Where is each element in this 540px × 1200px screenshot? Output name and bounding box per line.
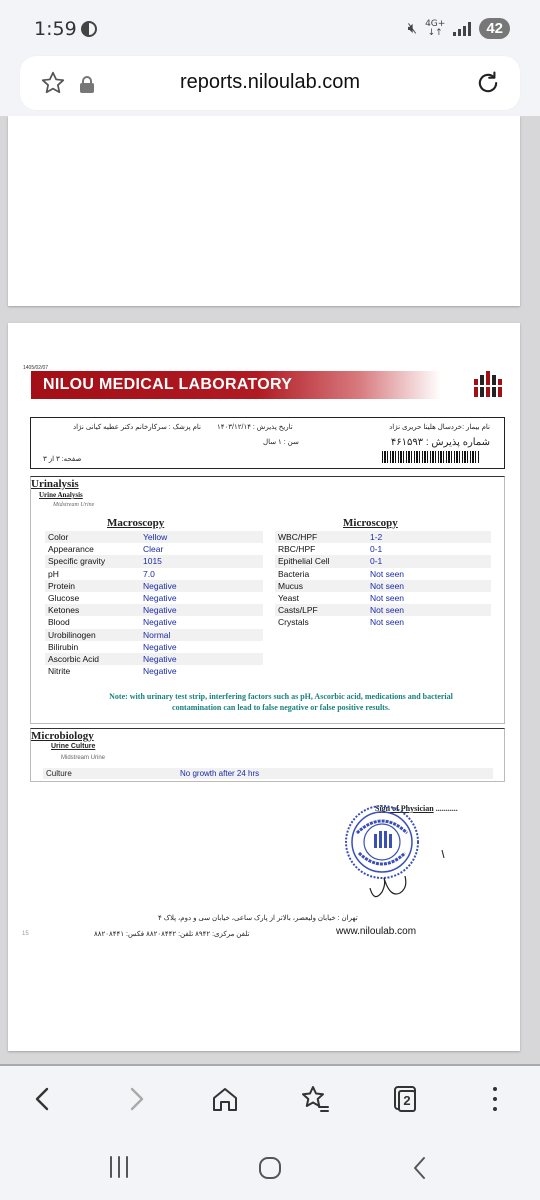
table-row: WBC/HPF 1-2 [275, 531, 491, 543]
table-row: RBC/HPF 0-1 [278, 544, 383, 555]
lab-phones: تلفن مرکزی: ۸۹۴۲ تلفن: ۸۸۲۰۸۴۴۲ فکس: ۸۸۲۰۸۴۴۱ [94, 931, 250, 938]
culture-label: Culture [46, 769, 72, 778]
barcode [382, 451, 480, 463]
forward-button[interactable] [119, 1082, 153, 1116]
home-button[interactable] [208, 1082, 242, 1116]
doctor-name: نام پزشک : سرکارخانم دکتر عطیه کیانی نژاد [73, 424, 201, 431]
page-footer-number: 15 [22, 931, 29, 937]
network-type: 4G+ ↓↑ [425, 18, 446, 38]
page-number: صفحه: ۳ از ۳ [43, 456, 82, 463]
table-row: Blood Negative [48, 617, 177, 628]
tab-count: 2 [398, 1090, 416, 1112]
table-row: Protein Negative [45, 580, 263, 592]
table-row: Nitrite Negative [48, 666, 177, 677]
table-row: Bilirubin Negative [48, 641, 177, 652]
recent-apps-button[interactable] [104, 1154, 134, 1180]
urinalysis-note: Note: with urinary test strip, interfering factors such as pH, Ascorbic acid, medications and bacterial contamination can lead to false negative or false positive results. [109, 692, 453, 712]
patient-name: نام بیمار :خردسال هلینا حریری نژاد [389, 424, 490, 431]
microbiology-title: Microbiology [31, 730, 94, 742]
table-row: Casts/LPF Not seen [275, 604, 491, 616]
physician-signature [360, 848, 450, 908]
table-row: Urobilinogen Normal [45, 629, 263, 641]
report-date: 1405/02/07 [23, 365, 49, 371]
lab-logo-icon [472, 371, 504, 397]
table-row: Color Yellow [45, 531, 263, 543]
report-page [8, 323, 520, 1051]
culture-row [43, 768, 493, 779]
data-saver-icon [81, 21, 97, 37]
reload-icon[interactable] [474, 69, 502, 97]
battery-badge: 42 [479, 18, 510, 39]
table-row: Specific gravity 1015 [45, 555, 263, 567]
microscopy-heading: Microscopy [343, 517, 398, 529]
table-row: Epithelial Cell 0-1 [275, 555, 491, 567]
document-viewer[interactable] [0, 116, 540, 1066]
address-bar[interactable] [20, 56, 520, 110]
back-button[interactable] [26, 1082, 60, 1116]
table-row: Ketones Negative [45, 604, 263, 616]
admission-date: تاریخ پذیرش : ۱۴۰۳/۱۲/۱۴ [217, 424, 293, 431]
table-row: Mucus Not seen [275, 580, 491, 592]
macroscopy-heading: Macroscopy [107, 517, 165, 529]
table-row: pH 7.0 [48, 568, 155, 579]
bookmarks-button[interactable] [298, 1082, 332, 1116]
reception-number: شماره پذیرش : ۴۶۱۵۹۳ [390, 437, 490, 448]
browser-toolbar [0, 1068, 540, 1132]
culture-specimen: Midstream Urine [61, 755, 106, 761]
system-nav-bar [0, 1132, 540, 1200]
lab-address: تهران : خیابان ولیعصر، بالاتر از پارک ساعی، خیابان سی و دوم، پلاک ۴ [158, 915, 358, 922]
culture-value: No growth after 24 hrs [180, 769, 260, 778]
status-time: 1:59 [34, 18, 77, 40]
status-indicators [408, 18, 510, 39]
previous-page [8, 116, 520, 306]
urinalysis-section [30, 476, 505, 724]
lab-name: NILOU MEDICAL LABORATORY [43, 376, 293, 393]
lab-website: www.niloulab.com [336, 926, 417, 937]
lab-banner [31, 371, 441, 399]
urine-culture-subtitle: Urine Culture [51, 743, 96, 750]
mute-icon: 🔇︎ [407, 20, 418, 37]
back-nav-button[interactable] [406, 1154, 434, 1182]
patient-info-box [30, 417, 505, 469]
menu-button[interactable] [478, 1082, 512, 1116]
url-text[interactable]: reports.niloulab.com [179, 71, 361, 93]
urinalysis-title: Urinalysis [31, 478, 79, 490]
table-row: Yeast Not seen [278, 592, 405, 603]
table-row: Bacteria Not seen [278, 568, 405, 579]
table-row: Appearance Clear [48, 544, 164, 555]
urine-analysis-subtitle: Urine Analysis [39, 491, 83, 499]
table-row: Crystals Not seen [278, 617, 405, 628]
home-nav-button[interactable] [256, 1154, 284, 1182]
table-row: Ascorbic Acid Negative [45, 653, 263, 665]
urine-specimen: Midstream Urine [53, 502, 95, 508]
table-row: Glucose Negative [48, 592, 177, 603]
status-bar [0, 0, 540, 56]
signal-icon [453, 22, 471, 36]
patient-age: سن : ۱ سال [263, 439, 299, 446]
microscopy-table [275, 531, 491, 629]
microbiology-section [30, 728, 505, 782]
physician-signature-label: Sign of Physician ........... [375, 804, 458, 813]
tabs-button[interactable] [388, 1082, 422, 1116]
macroscopy-table [45, 531, 263, 677]
